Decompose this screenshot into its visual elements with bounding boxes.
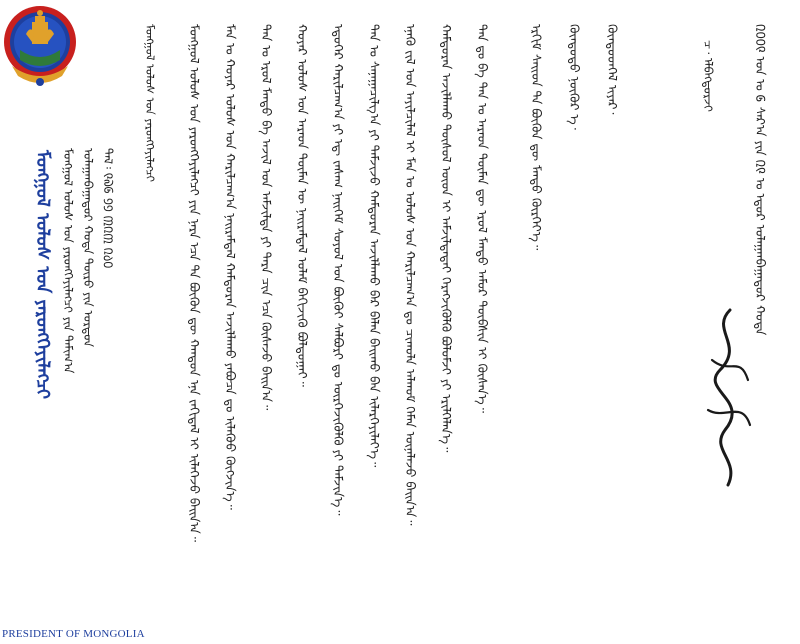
letter-paragraph: ᠮᠣᠩᠭᠣᠯ ᠤᠯᠤᠰ ᠤᠨ ᠶᠡᠷᠦᠩᠬᠡᠶᠢᠯᠡᠭᠴᠢ ᠶᠢᠨ ᠨᠡᠷᠡ ᠡᠴᠡ ᠲᠠ ᠪᠦᠬᠦᠨ ᠳᠦ ᠬᠠᠨᠳᠤᠨ ᠡᠨᠡ ᠵᠠᠬᠢᠳᠠᠯ ᠢ ᠢᠯᠡᠭᠡᠵᠦ ᠪᠠᠢᠨ᠎ᠠ᠃: [187, 24, 202, 542]
letter-paragraph: ᠬᠠᠮᠲᠤᠷᠠᠨ ᠠᠵᠢᠯᠯᠠᠬᠤ ᠲᠥᠰᠥᠯ ᠦᠳ ᠢ ᠠᠮᠵᠢᠯᠲᠠᠲᠠᠢ ᠬᠡᠷᠡᠭᠵᠢᠭᠦᠯᠬᠦ ᠪᠣᠯᠣᠮᠵᠢ ᠶᠢ ᠡᠷᠢᠯᠬᠡᠯᠡᠨ᠎ᠡ᠃: [439, 24, 454, 453]
letter-paragraph: ᠡᠨᠡᠬᠦ ᠵᠢᠯ ᠤᠨ ᠠᠶᠢᠯᠴᠢᠯᠠᠯ ᠢ ᠮᠠᠨ ᠤ ᠤᠯᠤᠰ ᠤᠨ ᠬᠠᠷᠢᠯᠴᠠᠭ᠎ᠠ ᠳᠤ ᠴᠢᠬᠤᠯᠠ ᠠᠯᠬᠤᠮ ᠬᠡᠮᠡᠨ ᠦᠨᠡᠯᠡᠵᠦ ᠪᠠᠢᠨ᠎ᠠ᠃: [403, 24, 418, 526]
letterhead-address-line-1: ᠮᠣᠩᠭᠣᠯ ᠤᠯᠤᠰ ᠤᠨ ᠶᠡᠷᠦᠩᠬᠡᠶᠢᠯᠡᠭᠴᠢ ᠶᠢᠨ ᠲᠠᠮᠢᠭ᠎ᠠ: [61, 148, 75, 374]
letter-closing: ᠬᠦᠨᠳᠦᠳᠬᠡᠯ ᠢᠶᠡᠷ᠂: [605, 24, 620, 115]
state-emblem-icon: [2, 2, 78, 92]
letterhead-address-line-2: ᠤᠯᠠᠭᠠᠨᠪᠠᠭᠠᠲᠤᠷ ᠬᠣᠲᠠ ᠲᠥᠷᠦ ᠶᠢᠨ ᠣᠷᠳᠣᠨ: [81, 148, 95, 347]
letter-addressee: ᠡᠷᠬᠢᠮ ᠰᠠᠢᠳ ᠲᠠ ᠪᠦᠬᠦᠨ ᠳᠦ ᠮᠡᠨᠳᠦ ᠬᠦᠷᠭᠡᠶ᠎ᠡ᠃: [529, 24, 544, 251]
letter-paragraph: ᠡᠳᠦᠭᠡᠷ ᠬᠠᠷᠢᠯᠴᠠᠭ᠎ᠠ ᠶᠢ ᠡᠳ᠋ ᠵᠠᠰᠠᠭ ᠨᠡᠢᠭᠡᠮ ᠰᠣᠶᠣᠯ ᠤᠨ ᠪᠦᠬᠦᠢ ᠰᠠᠯᠪᠤᠷᠢ ᠳᠤ ᠥᠷᠭᠡᠵᠢᠭᠦᠯᠬᠦ ᠶᠢ ᠳᠡᠮᠵᠢᠨ᠎ᠡ᠃: [331, 24, 346, 516]
letter-date: ᠒᠐᠐᠙ ᠣᠨ ᠤ ᠖ ᠰᠠᠷ᠎ᠠ ᠶᠢᠨ ᠒᠙ ᠤ ᠡᠳᠦᠷ ᠤᠯᠠᠭᠠᠨᠪᠠᠭᠠᠲᠤᠷ ᠬᠣᠲᠠ: [753, 24, 768, 336]
letter-paragraph: ᠲᠠᠨ ᠳᠤ ᠪᠠ ᠲᠠᠨ ᠤ ᠠᠷᠠᠳ ᠲᠦᠮᠡᠨ ᠳᠦ ᠡᠷᠦᠯ ᠮᠡᠨᠳᠦ ᠠᠮᠤᠷ ᠲᠦᠪᠰᠢᠨ ᠢ ᠬᠦᠰᠡᠨ᠎ᠡ᠃: [475, 24, 490, 413]
letterhead-title: ᠮᠣᠩᠭᠣᠯ ᠤᠯᠤᠰ ᠤᠨ ᠶᠡᠷᠦᠩᠬᠡᠶᠢᠯᠡᠭᠴᠢ: [32, 150, 53, 400]
signatory-name: ᠴ᠂ ᠡᠯᠪᠡᠭᠳᠣᠷᠵᠢ: [701, 40, 715, 112]
letterhead-address-line-3: ᠲᠡᠯ᠄ ᠙᠗᠖ ᠑᠑ ᠓᠒᠓ ᠒᠔᠐: [101, 148, 115, 269]
signatory-title: ᠮᠣᠩᠭᠣᠯ ᠤᠯᠤᠰ ᠤᠨ ᠶᠡᠷᠦᠩᠬᠡᠶᠢᠯᠡᠭᠴᠢ: [143, 24, 157, 183]
letter-paragraph: ᠲᠠᠨ ᠤ ᠰᠠᠨᠠᠭᠠᠴᠢᠯᠭ᠎ᠠ ᠶᠢ ᠳᠡᠮᠵᠢᠵᠦ ᠬᠠᠮᠲᠤᠷᠠᠨ ᠠᠵᠢᠯᠯᠠᠬᠤ ᠪᠡᠷ ᠪᠡᠯᠡᠨ ᠪᠠᠢᠬᠤ ᠪᠠᠨ ᠢᠯᠡᠷᠬᠡᠶᠢᠯᠡᠶ᠎ᠡ᠃: [367, 24, 382, 468]
signature-icon: [690, 300, 760, 500]
president-footer-label: PRESIDENT OF MONGOLIA: [2, 628, 145, 640]
letter-salutation: ᠬᠦᠨᠳᠦᠳᠦ ᠨᠥᠬᠦᠷ ᠡ᠂: [567, 24, 582, 130]
letter-paragraph: ᠲᠠᠨ ᠤ ᠡᠷᠦᠯ ᠮᠡᠨᠳᠦ ᠪᠠ ᠠᠵᠢᠯ ᠤᠨ ᠠᠮᠵᠢᠯᠲᠠ ᠶᠢ ᠲᠡᠷᠡ ᠴᠢᠨ ᠡᠴᠡ ᠬᠦᠰᠡᠵᠦ ᠪᠠᠢᠨ᠎ᠠ᠃: [259, 24, 274, 411]
letter-paragraph: ᠬᠣᠶᠠᠷ ᠤᠯᠤᠰ ᠤᠨ ᠠᠷᠠᠳ ᠲᠦᠮᠡᠨ ᠦ ᠨᠠᠢᠷᠠᠮᠳᠠᠯ ᠤᠯᠠᠮ ᠪᠡᠬᠢᠵᠢᠬᠦ ᠪᠣᠯᠲᠤᠭᠠᠢ᠃: [295, 24, 310, 387]
letter-paragraph: ᠮᠠᠨ ᠤ ᠬᠣᠶᠠᠷ ᠤᠯᠤᠰ ᠤᠨ ᠬᠠᠷᠢᠯᠴᠠᠭ᠎ᠠ ᠨᠠᠢᠷᠠᠮᠳᠠᠯ ᠬᠠᠮᠲᠤᠷᠠᠨ ᠠᠵᠢᠯᠯᠠᠬᠤ ᠶᠠᠪᠤᠴᠠ ᠳᠤ ᠢᠯᠡᠭᠦᠦ ᠬᠥᠭᠵᠢᠨ᠎ᠡ᠃: [223, 24, 238, 510]
